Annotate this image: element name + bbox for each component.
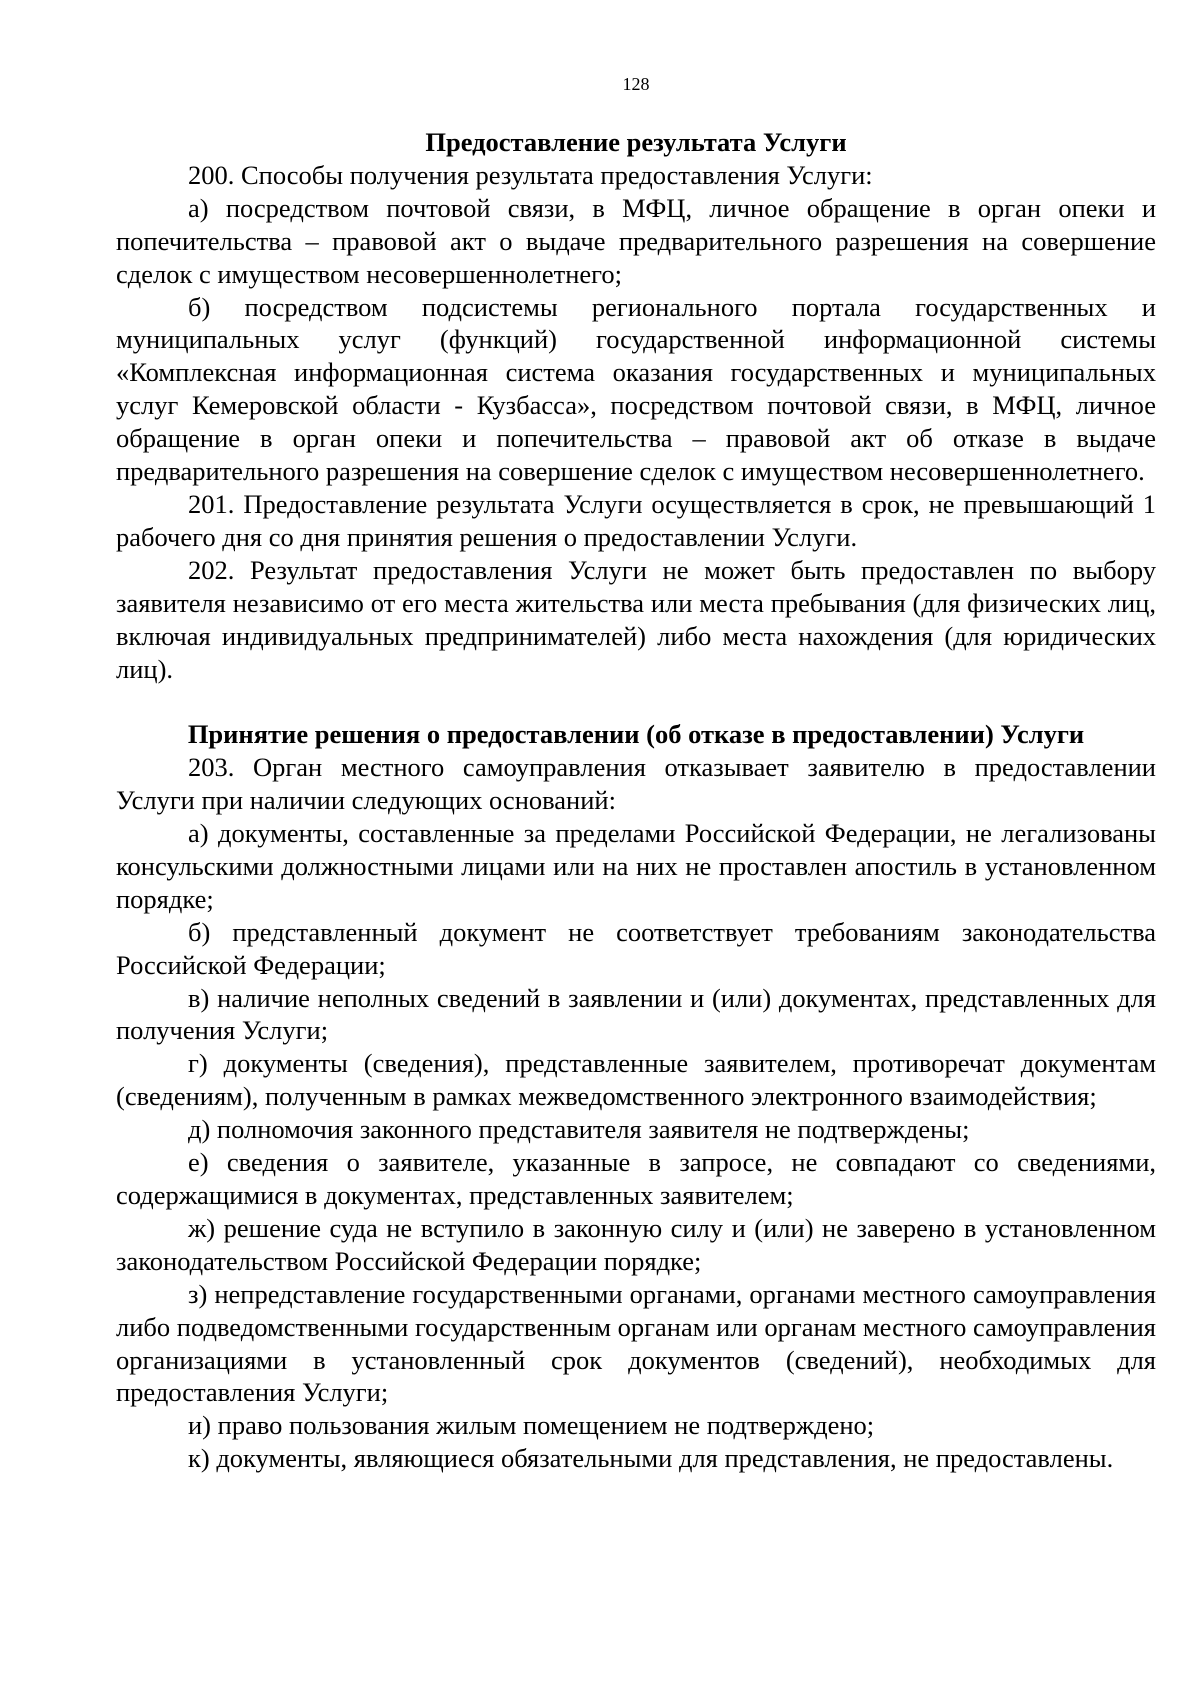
paragraph-203-z: з) непредставление государственными органами, органами местного самоуправления либо подведомственными государственным органам или органам местного самоуправления организациями в установленный срок документов (сведений), необходимых для предоставления Услуги;	[116, 1278, 1156, 1408]
section-heading-result: Предоставление результата Услуги	[425, 127, 847, 157]
paragraph-203-g: г) документы (сведения), представленные заявителем, противоречат документам (сведениям), полученным в рамках межведомственного электронного взаимодействия;	[116, 1048, 1156, 1112]
paragraph-200-b: б) посредством подсистемы регионального портала государственных и муниципальных услуг (функций) государственной информационной системы «Комплексная информационная система оказания государственных и муниципальных услуг Кемеровской области - Кузбасса», посредством почтовой связи, в МФЦ, личное обращение в орган опеки и попечительства – правовой акт об отказе в выдаче предварительного разрешения на совершение сделок с имуществом несовершеннолетнего.	[116, 291, 1156, 487]
paragraph-203-d: д) полномочия законного представителя заявителя не подтверждены;	[188, 1114, 970, 1145]
paragraph-200: 200. Способы получения результата предоставления Услуги:	[188, 159, 873, 190]
section-spacer	[116, 685, 1156, 718]
paragraph-201: 201. Предоставление результата Услуги осуществляется в срок, не превышающий 1 рабочего дня со дня принятия решения о предоставлении Услуги.	[116, 488, 1156, 552]
paragraph-203-k: к) документы, являющиеся обязательными для представления, не предоставлены.	[188, 1443, 1114, 1474]
page-number: 128	[622, 74, 650, 94]
paragraph-203: 203. Орган местного самоуправления отказывает заявителю в предоставлении Услуги при наличии следующих оснований:	[116, 752, 1156, 816]
section-heading-decision: Принятие решения о предоставлении (об отказе в предоставлении) Услуги	[187, 719, 1085, 750]
paragraph-203-i: и) право пользования жилым помещением не подтверждено;	[188, 1410, 875, 1441]
paragraph-200-a: а) посредством почтовой связи, в МФЦ, личное обращение в орган опеки и попечительства – правовой акт о выдаче предварительного разрешения на совершение сделок с имуществом несовершеннолетнего;	[116, 192, 1156, 289]
paragraph-203-v: в) наличие неполных сведений в заявлении и (или) документах, представленных для получения Услуги;	[116, 982, 1156, 1046]
document-body	[116, 126, 1156, 1475]
paragraph-203-a: а) документы, составленные за пределами Российской Федерации, не легализованы консульскими должностными лицами или на них не проставлен апостиль в установленном порядке;	[116, 818, 1156, 914]
paragraph-203-b: б) представленный документ не соответствует требованиям законодательства Российской Федерации;	[116, 916, 1156, 980]
paragraph-203-e: е) сведения о заявителе, указанные в запросе, не совпадают со сведениями, содержащимися в документах, представленных заявителем;	[116, 1147, 1156, 1210]
paragraph-203-zh: ж) решение суда не вступило в законную силу и (или) не заверено в установленном законодательством Российской Федерации порядке;	[116, 1212, 1156, 1276]
paragraph-202: 202. Результат предоставления Услуги не может быть предоставлен по выбору заявителя независимо от его места жительства или места пребывания (для физических лиц, включая индивидуальных предпринимателей) либо места нахождения (для юридических лиц).	[116, 554, 1156, 684]
